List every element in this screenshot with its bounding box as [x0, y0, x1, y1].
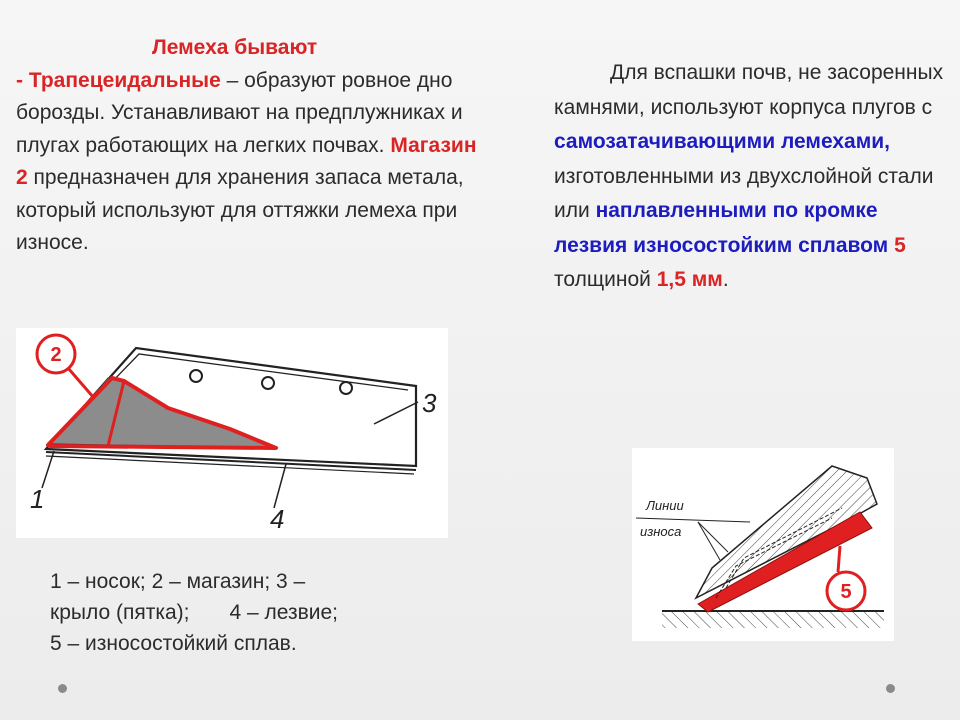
share-section-figure	[632, 448, 894, 641]
label-1: 1	[30, 484, 45, 514]
label-4-leader	[274, 464, 286, 508]
trapezoid-label: Трапецеидальные	[28, 68, 221, 92]
magazin-description: предназначен для хранения запаса метала, который используют для оттяжки лемеха при износе.	[16, 166, 464, 254]
figure-legend	[50, 566, 430, 659]
dash: -	[16, 68, 29, 92]
bolt-hole-icon	[340, 382, 352, 394]
blade-lower-edge	[46, 452, 416, 470]
trapezoid-description: – образуют ровное дно борозды. Устанавливают на предплужниках и плугах работающих на легких почвах.	[16, 68, 463, 157]
blade-cutting-edge	[46, 456, 414, 474]
bolt-hole-icon	[262, 377, 274, 389]
right-text-p3: толщиной	[554, 268, 657, 291]
decorative-dot	[886, 684, 895, 693]
ploughshare-drawing	[16, 328, 448, 538]
legend-line-2a: крыло (пятка);	[50, 601, 190, 624]
legend-line-1: 1 – носок; 2 – магазин; 3 –	[50, 570, 306, 593]
thickness-value: 1,5 мм	[656, 268, 723, 291]
callout-2-label: 2	[50, 344, 62, 366]
slide-title: Лемеха бывают	[152, 36, 318, 59]
ground-hatch	[662, 612, 884, 628]
magazin-label: Магазин 2	[16, 133, 477, 189]
left-text-block	[16, 32, 486, 260]
right-text-p1: Для вспашки почв, не засоренных камнями, используют корпуса плугов с	[554, 61, 944, 119]
alloy-number: 5	[894, 233, 906, 257]
label-3: 3	[422, 388, 437, 418]
legend-line-3: 5 – износостойкий сплав.	[50, 632, 297, 655]
right-text-block	[554, 56, 944, 298]
callout-2-leader	[68, 368, 94, 398]
self-sharpening-label: самозатачивающими лемехами,	[554, 130, 890, 153]
callout-5-leader	[838, 546, 840, 572]
wear-label-line2: износа	[640, 524, 682, 539]
welded-label: наплавленными по кромке лезвия износостойким сплавом	[554, 199, 889, 257]
label-3-leader	[374, 402, 418, 424]
right-text-end: .	[722, 268, 729, 291]
ploughshare-figure	[16, 328, 448, 538]
decorative-dot	[58, 684, 67, 693]
label-4: 4	[270, 504, 285, 534]
legend-line-2b: 4 – лезвие;	[229, 601, 339, 624]
trapezoid-paragraph	[16, 65, 486, 260]
wear-label-line1: Линии	[646, 498, 684, 513]
bolt-hole-icon	[190, 370, 202, 382]
callout-5-label: 5	[840, 581, 852, 603]
legend-line-2	[50, 597, 430, 628]
share-section-drawing	[632, 448, 894, 641]
right-text-p2: изготовленными из двухслойной стали или	[554, 164, 934, 222]
wear-label-leader	[636, 518, 750, 522]
